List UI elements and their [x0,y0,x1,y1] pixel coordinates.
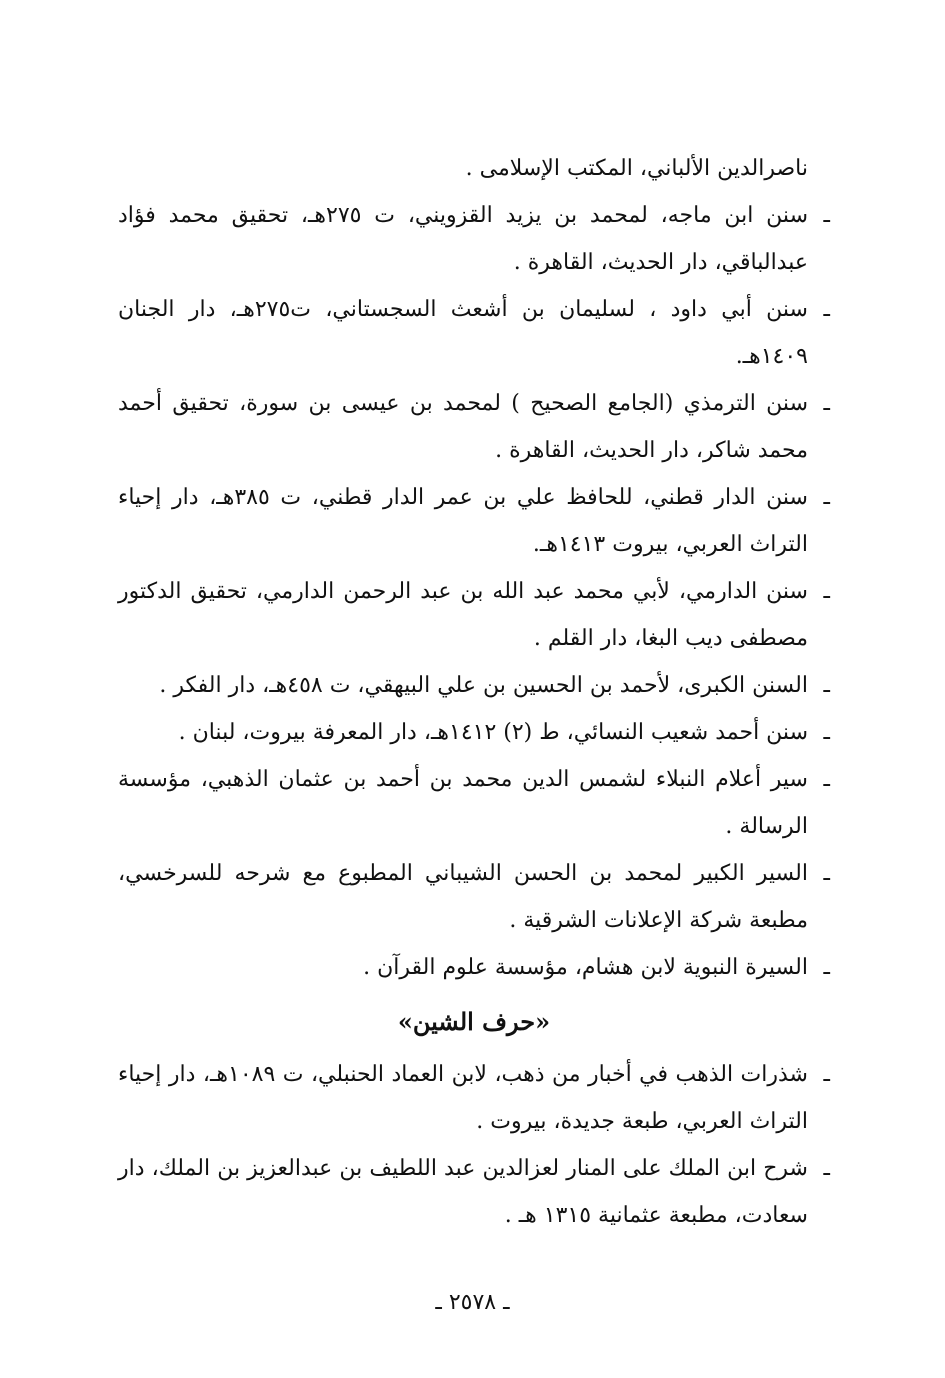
bibliography-entry [118,1051,830,1145]
entry-text: سنن الدارمي، لأبي محمد عبد الله بن عبد الرحمن الدارمي، تحقيق الدكتور مصطفى ديب البغا، دار القلم . [118,579,808,651]
entry-text: سنن أبي داود ، لسليمان بن أشعث السجستاني، ت٢٧٥هـ، دار الجنان ١٤٠٩هـ. [118,297,808,369]
entry-text: السنن الكبرى، لأحمد بن الحسين بن علي البيهقي، ت ٤٥٨هـ، دار الفكر . [159,673,808,698]
bibliography-entry [118,944,830,991]
bibliography-list [118,145,830,1239]
entry-text: سنن أحمد شعيب النسائي، ط (٢) ١٤١٢هـ، دار المعرفة بيروت، لبنان . [178,720,808,745]
entry-marker: ـ [823,767,830,792]
entry-marker: ـ [823,485,830,510]
entry-text: شرح ابن الملك على المنار لعزالدين عبد اللطيف بن عبدالعزيز بن الملك، دار سعادت، مطبعة عثمانية ١٣١٥ هـ . [118,1156,808,1228]
entry-text: سنن ابن ماجه، لمحمد بن يزيد القزويني، ت ٢٧٥هـ، تحقيق محمد فؤاد عبدالباقي، دار الحديث، القاهرة . [118,203,809,275]
entry-marker: ـ [823,861,830,886]
bibliography-entry [118,568,830,662]
entry-marker: ـ [823,955,830,980]
entry-text: شذرات الذهب في أخبار من ذهب، لابن العماد الحنبلي، ت ١٠٨٩هـ، دار إحياء التراث العربي، طبعة جديدة، بيروت . [118,1062,808,1134]
section-heading: «حرف الشين» [397,1007,551,1036]
bibliography-entry [118,474,830,568]
bibliography-entry [118,286,830,380]
entry-marker: ـ [823,579,830,604]
entry-marker: ـ [823,1062,830,1087]
entry-text: سير أعلام النبلاء لشمس الدين محمد بن أحمد بن عثمان الذهبي، مؤسسة الرسالة . [118,767,808,839]
bibliography-entry [118,192,830,286]
entry-text: سنن الترمذي (الجامع الصحيح ) لمحمد بن عيسى بن سورة، تحقيق أحمد محمد شاكر، دار الحديث، القاهرة . [118,391,808,463]
entry-marker: ـ [823,720,830,745]
bibliography-entry [118,380,830,474]
entry-marker: ـ [823,297,830,322]
bibliography-entry [118,709,830,756]
continuation-line: ناصرالدين الألباني، المكتب الإسلامى . [465,156,808,181]
bibliography-entry [118,756,830,850]
bibliography-entry [118,662,830,709]
bibliography-entry [118,850,830,944]
entry-marker: ـ [823,203,830,228]
entry-text: سنن الدار قطني، للحافظ علي بن عمر الدار قطني، ت ٣٨٥هـ، دار إحياء التراث العربي، بيروت ١٤١٣هـ. [118,485,808,557]
entry-marker: ـ [823,673,830,698]
entry-marker: ـ [823,1156,830,1181]
entry-text: السير الكبير لمحمد بن الحسن الشيباني المطبوع مع شرحه للسرخسي، مطبعة شركة الإعلانات الشرقية . [118,861,808,933]
entry-text: السيرة النبوية لابن هشام، مؤسسة علوم القرآن . [363,955,808,980]
bibliography-entry [118,1145,830,1239]
page-number: ـ ٢٥٧٨ ـ [435,1290,510,1315]
entry-marker: ـ [823,391,830,416]
